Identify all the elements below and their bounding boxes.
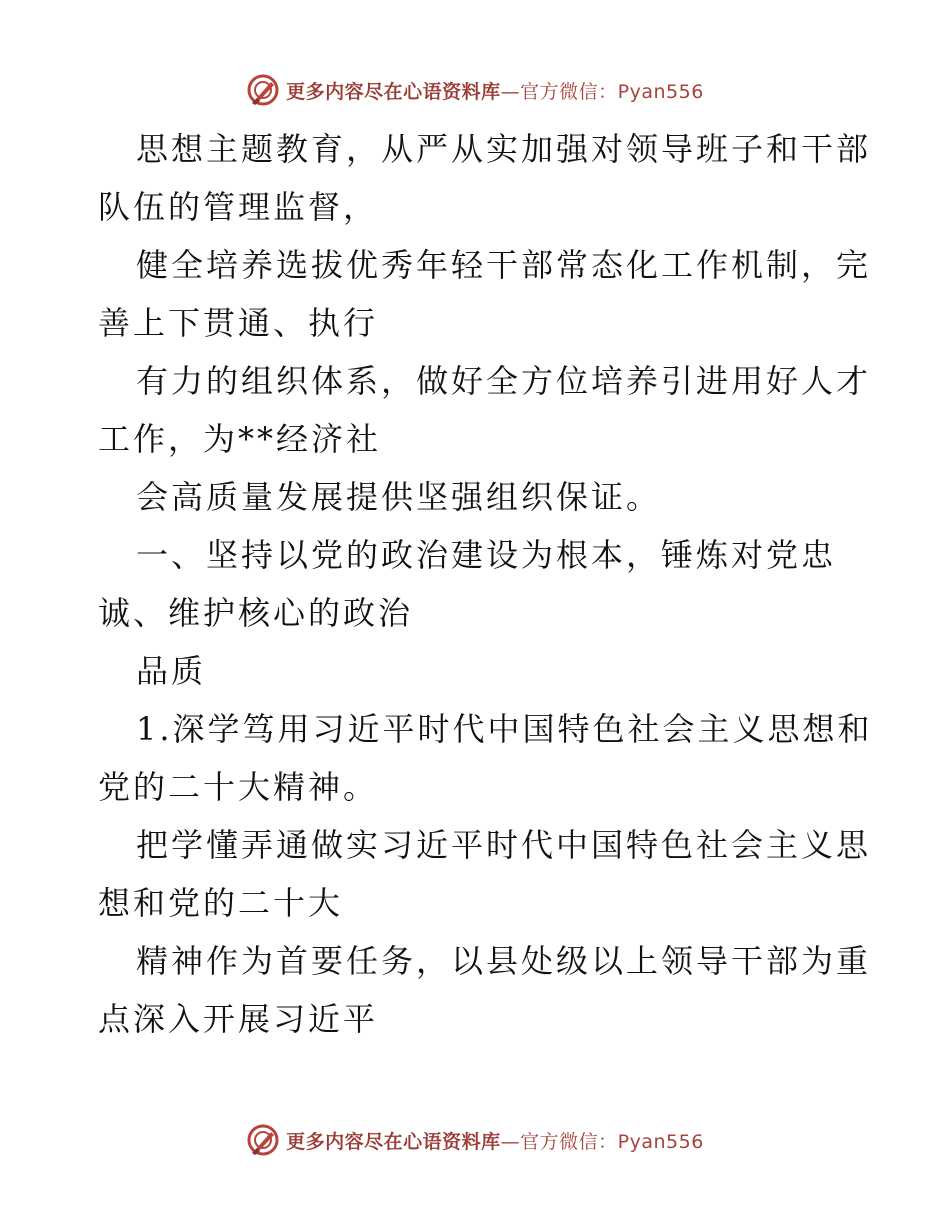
- banner-caption-rest: —官方微信：Pyan556: [500, 1130, 704, 1153]
- text-line: 有力的组织体系，做好全方位培养引进用好人才: [136, 362, 872, 400]
- text-line: 精神作为首要任务，以县处级以上领导干部为重: [136, 942, 872, 980]
- banner-caption-rest: —官方微信：Pyan556: [500, 80, 704, 103]
- banner-caption-main: 更多内容尽在心语资料库: [286, 80, 501, 103]
- text-line: 一、坚持以党的政治建设为根本，锤炼对党忠: [136, 536, 837, 574]
- banner-caption: [286, 77, 704, 104]
- text-line: 队伍的管理监督，: [98, 188, 379, 226]
- text-line: 善上下贯通、执行: [98, 304, 379, 342]
- document-body: [98, 120, 873, 1048]
- header-watermark-banner: [0, 70, 950, 110]
- text-line: 党的二十大精神。: [98, 768, 379, 806]
- banner-caption: [286, 1127, 704, 1154]
- text-line: 会高质量发展提供坚强组织保证。: [136, 478, 662, 516]
- text-line: 思想主题教育，从严从实加强对领导班子和干部: [136, 130, 872, 168]
- brush-logo-icon: [246, 73, 280, 107]
- text-line: 想和党的二十大: [98, 884, 344, 922]
- text-line: 诚、维护核心的政治: [98, 594, 414, 632]
- footer-watermark-banner: [0, 1120, 950, 1160]
- text-line: 把学懂弄通做实习近平时代中国特色社会主义思: [136, 826, 872, 864]
- text-line: 健全培养选拔优秀年轻干部常态化工作机制，完: [136, 246, 872, 284]
- text-line: 1.深学笃用习近平时代中国特色社会主义思想和: [136, 710, 873, 748]
- brush-logo-icon: [246, 1123, 280, 1157]
- text-line: 工作，为**经济社: [98, 420, 382, 458]
- text-line: 品质: [136, 652, 207, 690]
- text-line: 点深入开展习近平: [98, 1000, 379, 1038]
- banner-caption-main: 更多内容尽在心语资料库: [286, 1130, 501, 1153]
